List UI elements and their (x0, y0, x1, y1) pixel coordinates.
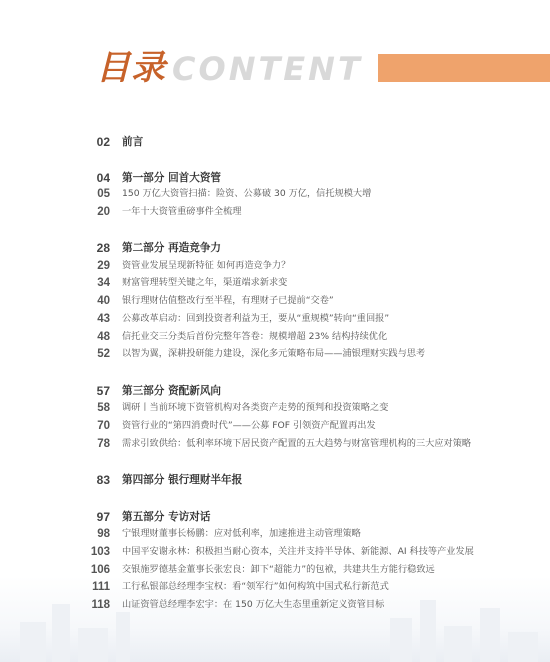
toc-entry-title: 山证资管总经理李宏宇：在 150 万亿大生态里重新定义资管目标 (122, 599, 385, 610)
toc-entry-title: 工行私银部总经理李宝权：看“领军行”如何构筑中国式私行新范式 (122, 581, 389, 592)
toc-page-number: 05 (97, 188, 110, 200)
toc-page-number: 02 (96, 135, 110, 149)
toc-page-number: 57 (96, 384, 110, 398)
toc-entry-title: 资管行业的“第四消费时代”——公募 FOF 引领资产配置再出发 (122, 420, 376, 431)
toc-section-title: 第三部分 资配新风向 (122, 385, 222, 397)
toc-page-number: 106 (90, 564, 110, 576)
toc-entry-title: 公募改革启动：回到投资者利益为王，要从“重规模”转向“重回报” (122, 313, 390, 324)
header (0, 0, 550, 100)
toc-section-title: 第二部分 再造竞争力 (122, 242, 222, 254)
title-chinese: 目录 (96, 48, 166, 88)
toc-entry-title: 宁银理财董事长杨鹏：应对低利率，加速推进主动管理策略 (122, 528, 361, 539)
toc-section-title: 第五部分 专访对话 (122, 511, 211, 523)
toc-entry-title: 一年十大资管重磅事件全梳理 (122, 206, 242, 217)
toc-entry-title: 需求引致供给：低利率环境下居民资产配置的五大趋势与财富管理机构的三大应对策略 (122, 438, 472, 449)
toc-page-number: 43 (97, 313, 110, 325)
toc-page-number: 52 (97, 348, 110, 360)
toc-section-title: 前言 (122, 136, 144, 148)
toc-page-number: 40 (97, 295, 110, 307)
toc-page-number: 103 (90, 546, 110, 558)
toc-page-number: 48 (97, 331, 110, 343)
toc-page-number: 98 (97, 528, 110, 540)
toc-page-number: 118 (91, 599, 110, 611)
toc-page-number: 97 (96, 510, 110, 524)
toc-page-number: 34 (97, 277, 110, 289)
toc-section-title: 第一部分 回首大资管 (122, 172, 222, 184)
toc-page-number: 28 (96, 241, 110, 255)
toc-entry-title: 调研丨当前环境下资管机构对各类资产走势的预判和投资策略之变 (122, 402, 389, 413)
toc-page-number: 111 (92, 581, 110, 593)
toc-page-number: 83 (96, 473, 110, 487)
toc-entry-title: 150 万亿大资管扫描：险资、公募破 30 万亿，信托规模大增 (122, 188, 372, 199)
toc-entry-title: 信托业交三分类后首份完整年答卷：规模增超 23% 结构持续优化 (122, 331, 388, 342)
toc-entry-title: 资管业发展呈现新特征 如何再造竞争力？ (122, 260, 291, 271)
toc-section-title: 第四部分 银行理财半年报 (122, 474, 243, 486)
toc-page-number: 20 (97, 206, 110, 218)
toc-page-number: 78 (97, 438, 110, 450)
toc-page-number: 70 (97, 420, 110, 432)
title-english: CONTENT (172, 50, 363, 88)
toc-entry-title: 银行理财估值整改行至半程，有理财子已提前“交卷” (122, 295, 334, 306)
toc-page-number: 04 (96, 171, 110, 185)
toc-page-number: 58 (97, 402, 110, 414)
toc-entry-title: 以智为翼，深耕投研能力建设，深化多元策略布局——浦银理财实践与思考 (122, 348, 426, 359)
toc-entry-title: 财富管理转型关键之年，渠道端求新求变 (122, 277, 288, 288)
toc-page-number: 29 (97, 260, 110, 272)
accent-bar (378, 54, 550, 82)
toc-entry-title: 交银施罗德基金董事长张宏良：卸下“超能力”的包袱，共建共生方能行稳致远 (122, 564, 435, 575)
toc-entry-title: 中国平安谢永林：积极担当耐心资本，关注并支持半导体、新能源、AI 科技等产业发展 (122, 546, 474, 557)
